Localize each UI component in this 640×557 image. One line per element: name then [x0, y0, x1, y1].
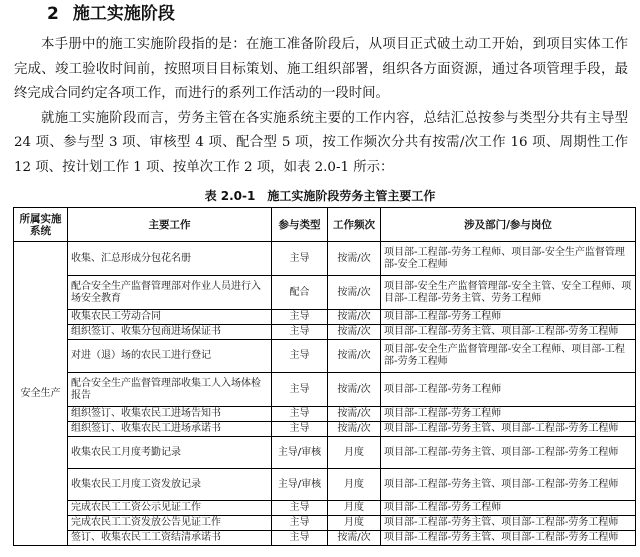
header-type: 参与类型 — [272, 208, 328, 242]
table-row — [14, 242, 636, 276]
type-cell: 主导 — [272, 340, 328, 373]
departments-cell: 项目部-工程部-劳务主管、项目部-工程部-劳务工程师 — [381, 437, 636, 469]
paragraph-summary: 就施工实施阶段而言，劳务主管在各实施系统主要的工作内容，总结汇总按参与类型分共有主导型 24 项、参与型 3 项、审核型 4 项、配合型 5 项，按工作频次分共有按需/次工作 16 项、周期性工作 12 项、按计划工作 1 项、按单次工作 2 项，如表 2.0-1 所示： — [14, 110, 628, 175]
work-cell: 收集、汇总形成分包花名册 — [68, 242, 272, 276]
header-work: 主要工作 — [68, 208, 272, 242]
frequency-cell: 按需/次 — [328, 422, 381, 437]
type-cell: 主导 — [272, 373, 328, 407]
frequency-cell: 按需/次 — [328, 340, 381, 373]
table-row — [14, 501, 636, 516]
table-row — [14, 469, 636, 501]
frequency-cell: 按需/次 — [328, 325, 381, 340]
type-cell: 主导 — [272, 422, 328, 437]
table-caption-number: 表 2.0-1 — [204, 189, 256, 203]
paragraph-intro: 本手册中的施工实施阶段指的是：在施工准备阶段后，从项目正式破土动工开始，到项目实体工作完成、竣工验收时间前，按照项目目标策划、施工组织部署，组织各方面资源，通过各项管理手段，最终完成合同约定各项工作，而进行的系列工作活动的一段时间。 — [14, 37, 628, 101]
frequency-cell: 按需/次 — [328, 310, 381, 325]
header-frequency: 工作频次 — [328, 208, 381, 242]
work-cell: 配合安全生产监督管理部对作业人员进行入场安全教育 — [68, 276, 272, 310]
type-cell: 主导/审核 — [272, 437, 328, 469]
frequency-cell: 按需/次 — [328, 242, 381, 276]
table-row — [14, 276, 636, 310]
type-cell: 主导 — [272, 242, 328, 276]
section-heading — [47, 2, 175, 26]
table-row — [14, 531, 636, 546]
type-cell: 配合 — [272, 276, 328, 310]
work-cell: 对进（退）场的农民工进行登记 — [68, 340, 272, 373]
departments-cell: 项目部-工程部-劳务工程师 — [381, 407, 636, 422]
type-cell: 主导 — [272, 516, 328, 531]
departments-cell: 项目部-工程部-劳务主管、项目部-工程部-劳务工程师 — [381, 469, 636, 501]
type-cell: 主导 — [272, 310, 328, 325]
labor-work-table — [13, 207, 636, 546]
frequency-cell: 月度 — [328, 516, 381, 531]
type-cell: 主导 — [272, 407, 328, 422]
work-cell: 签订、收集农民工工资结清承诺书 — [68, 531, 272, 546]
table-header-row — [14, 208, 636, 242]
work-cell: 完成农民工工资发放公告见证工作 — [68, 516, 272, 531]
work-cell: 组织签订、收集农民工进场告知书 — [68, 407, 272, 422]
work-cell: 组织签订、收集农民工进场承诺书 — [68, 422, 272, 437]
frequency-cell: 按需/次 — [328, 373, 381, 407]
frequency-cell: 按需/次 — [328, 407, 381, 422]
table-row — [14, 373, 636, 407]
departments-cell: 项目部-工程部-劳务工程师 — [381, 501, 636, 516]
work-cell: 组织签订、收集分包商进场保证书 — [68, 325, 272, 340]
departments-cell: 项目部-工程部-劳务工程师、项目部-安全生产监督管理部-安全工程师 — [381, 242, 636, 276]
departments-cell: 项目部-工程部-劳务主管、项目部-工程部-劳务工程师 — [381, 531, 636, 546]
frequency-cell: 月度 — [328, 501, 381, 516]
section-title: 施工实施阶段 — [72, 4, 175, 24]
header-system: 所属实施系统 — [14, 208, 68, 242]
departments-cell: 项目部-工程部-劳务工程师 — [381, 373, 636, 407]
departments-cell: 项目部-安全生产监督管理部-安全主管、安全工程师、项目部-工程部-劳务主管、劳务工程师 — [381, 276, 636, 310]
type-cell: 主导 — [272, 531, 328, 546]
frequency-cell: 按需/次 — [328, 276, 381, 310]
table-row — [14, 437, 636, 469]
table-caption — [0, 186, 640, 206]
body-text — [14, 33, 628, 180]
table-row — [14, 516, 636, 531]
frequency-cell: 月度 — [328, 469, 381, 501]
header-departments: 涉及部门/参与岗位 — [381, 208, 636, 242]
departments-cell: 项目部-工程部-劳务主管、项目部-工程部-劳务工程师 — [381, 516, 636, 531]
departments-cell: 项目部-工程部-劳务主管、项目部-工程部-劳务工程师 — [381, 325, 636, 340]
work-cell: 完成农民工工资公示见证工作 — [68, 501, 272, 516]
work-cell: 收集农民工劳动合同 — [68, 310, 272, 325]
work-cell: 配合安全生产监督管理部收集工人入场体检报告 — [68, 373, 272, 407]
frequency-cell: 月度 — [328, 437, 381, 469]
type-cell: 主导/审核 — [272, 469, 328, 501]
departments-cell: 项目部-安全生产监督管理部-安全工程师、项目部-工程部-劳务工程师 — [381, 340, 636, 373]
table-row — [14, 407, 636, 422]
type-cell: 主导 — [272, 325, 328, 340]
departments-cell: 项目部-工程部-劳务主管、项目部-工程部-劳务工程师 — [381, 422, 636, 437]
table-row — [14, 325, 636, 340]
section-number: 2 — [47, 4, 59, 24]
departments-cell: 项目部-工程部-劳务工程师 — [381, 310, 636, 325]
table-row — [14, 422, 636, 437]
table-row — [14, 310, 636, 325]
type-cell: 主导 — [272, 501, 328, 516]
work-cell: 收集农民工月度工资发放记录 — [68, 469, 272, 501]
work-cell: 收集农民工月度考勤记录 — [68, 437, 272, 469]
frequency-cell: 按需/次 — [328, 531, 381, 546]
system-cell: 安全生产 — [14, 242, 68, 546]
table-caption-title: 施工实施阶段劳务主管主要工作 — [267, 189, 436, 203]
table-row — [14, 340, 636, 373]
